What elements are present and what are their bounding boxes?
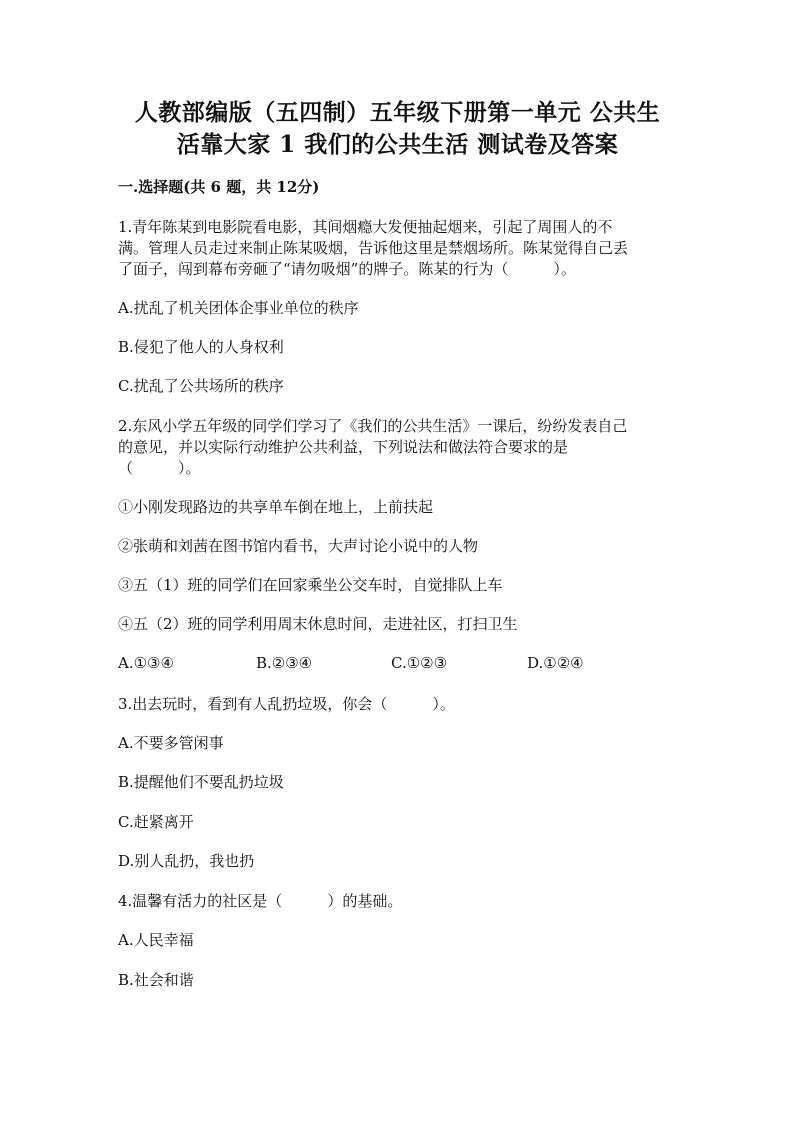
question-2-statement-3: ③五（1）班的同学们在回家乘坐公交车时，自觉排队上车	[118, 576, 503, 594]
section-heading: 一.选择题(共 6 题，共 12分)	[118, 178, 320, 196]
question-2-stem-line-3: （ ）。	[118, 459, 201, 477]
question-1-option-a: A.扰乱了机关团体企事业单位的秩序	[118, 299, 359, 317]
question-1-stem-line-1: 1.青年陈某到电影院看电影，其间烟瘾大发便抽起烟来，引起了周围人的不	[118, 218, 613, 236]
question-4-stem: 4.温馨有活力的社区是（ ）的基础。	[118, 892, 403, 910]
question-4-option-b: B.社会和谐	[118, 971, 194, 989]
question-3-option-b: B.提醒他们不要乱扔垃圾	[118, 773, 284, 791]
question-2-stem-line-1: 2.东风小学五年级的同学们学习了《我们的公共生活》一课后，纷纷发表自己	[118, 417, 628, 435]
question-2-statement-2: ②张萌和刘茜在图书馆内看书，大声讨论小说中的人物	[118, 537, 479, 555]
question-3-option-d: D.别人乱扔，我也扔	[118, 852, 255, 870]
document-title-line-2: 活靠大家 1 我们的公共生活 测试卷及答案	[176, 131, 619, 158]
question-2-option-d: D.①②④	[527, 654, 584, 672]
question-1-option-c: C.扰乱了公共场所的秩序	[118, 377, 284, 395]
question-2-statement-4: ④五（2）班的同学利用周末休息时间，走进社区，打扫卫生	[118, 615, 518, 633]
question-2-option-c: C.①②③	[391, 654, 448, 672]
question-3-option-a: A.不要多管闲事	[118, 734, 224, 752]
question-3-option-c: C.赶紧离开	[118, 813, 194, 831]
question-3-stem: 3.出去玩时，看到有人乱扔垃圾，你会（ ）。	[118, 695, 455, 713]
question-1-stem-line-3: 了面子，闯到幕布旁砸了“请勿吸烟”的牌子。陈某的行为（ ）。	[118, 260, 576, 278]
question-2-option-b: B.②③④	[256, 654, 313, 672]
question-1-stem-line-2: 满。管理人员走过来制止陈某吸烟，告诉他这里是禁烟场所。陈某觉得自己丢	[118, 239, 629, 257]
question-2-stem-line-2: 的意见，并以实际行动维护公共利益，下列说法和做法符合要求的是	[118, 438, 569, 456]
question-2-statement-1: ①小刚发现路边的共享单车倒在地上，上前扶起	[118, 498, 434, 516]
document-title-line-1: 人教部编版（五四制）五年级下册第一单元 公共生	[134, 99, 661, 126]
question-2-option-a: A.①③④	[118, 654, 174, 672]
question-1-option-b: B.侵犯了他人的人身权利	[118, 338, 284, 356]
question-4-option-a: A.人民幸福	[118, 931, 194, 949]
